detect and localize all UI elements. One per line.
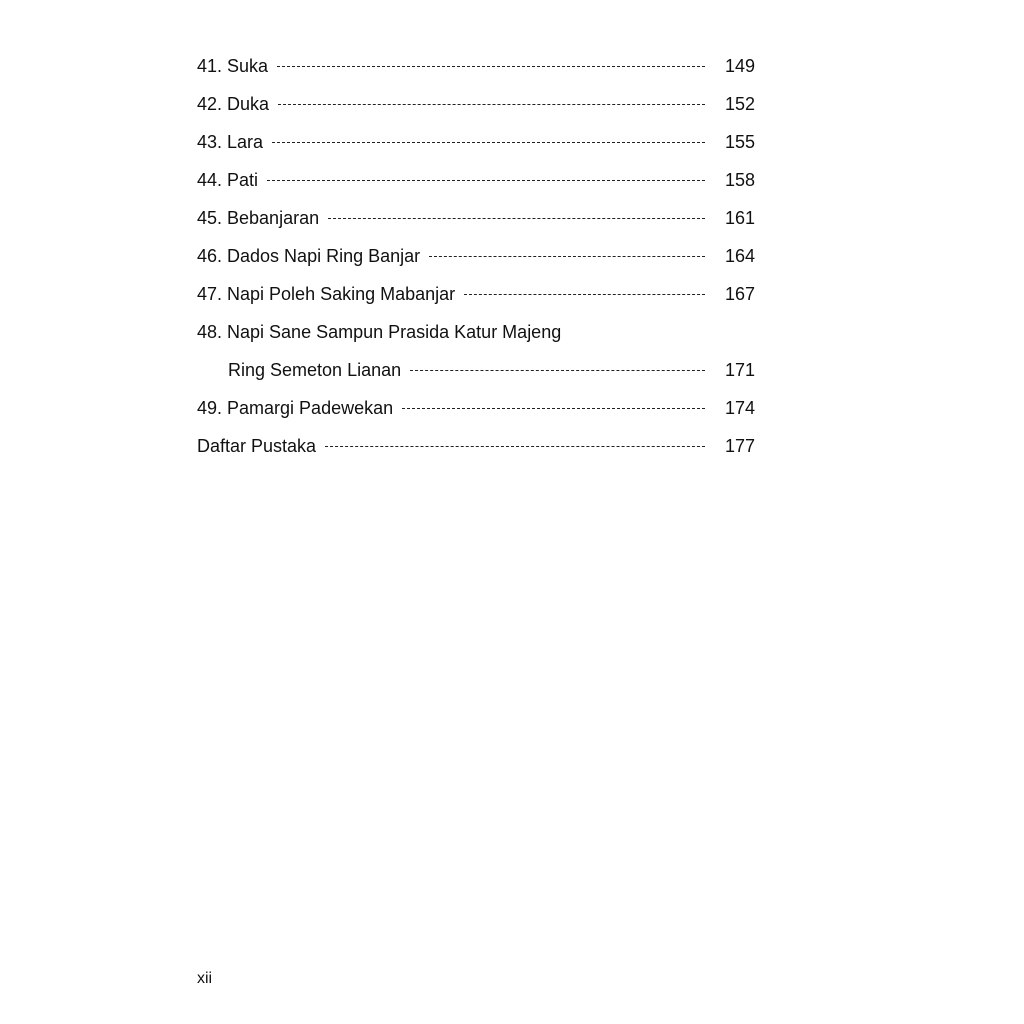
toc-entry-page: 171 xyxy=(724,360,755,380)
toc-dot-leader xyxy=(464,293,705,295)
toc-entry-page: 167 xyxy=(724,284,755,304)
toc-entry-title: 45. Bebanjaran xyxy=(197,208,320,228)
toc-dot-leader xyxy=(277,65,705,67)
toc-entry-41 xyxy=(197,47,755,85)
toc-entry-46 xyxy=(197,237,755,275)
toc-dot-leader xyxy=(267,179,705,181)
toc-dot-leader xyxy=(429,255,705,257)
table-of-contents xyxy=(197,47,755,465)
toc-entry-page: 174 xyxy=(724,398,755,418)
toc-entry-48-continued xyxy=(197,351,755,389)
footer-page-number: xii xyxy=(197,970,213,987)
toc-dot-leader xyxy=(410,369,705,371)
toc-entry-44 xyxy=(197,161,755,199)
toc-entry-45 xyxy=(197,199,755,237)
toc-entry-42 xyxy=(197,85,755,123)
toc-entry-title: 49. Pamargi Padewekan xyxy=(197,398,394,418)
toc-entry-daftar-pustaka xyxy=(197,427,755,465)
toc-entry-title: 46. Dados Napi Ring Banjar xyxy=(197,246,421,266)
toc-entry-page: 158 xyxy=(724,170,755,190)
toc-dot-leader xyxy=(325,445,705,447)
toc-dot-leader xyxy=(402,407,705,409)
toc-entry-title: 43. Lara xyxy=(197,132,264,152)
toc-entry-title: Daftar Pustaka xyxy=(197,436,317,456)
toc-entry-title: 48. Napi Sane Sampun Prasida Katur Majeng xyxy=(197,322,562,342)
toc-entry-title: 47. Napi Poleh Saking Mabanjar xyxy=(197,284,456,304)
toc-entry-page: 155 xyxy=(724,132,755,152)
toc-entry-title: 44. Pati xyxy=(197,170,259,190)
toc-entry-43 xyxy=(197,123,755,161)
toc-entry-47 xyxy=(197,275,755,313)
toc-entry-page: 164 xyxy=(724,246,755,266)
toc-entry-title: Ring Semeton Lianan xyxy=(228,360,402,380)
toc-entry-page: 149 xyxy=(724,56,755,76)
toc-entry-49 xyxy=(197,389,755,427)
toc-entry-page: 177 xyxy=(724,436,755,456)
toc-dot-leader xyxy=(272,141,705,143)
toc-dot-leader xyxy=(328,217,705,219)
toc-entry-title: 42. Duka xyxy=(197,94,270,114)
toc-dot-leader xyxy=(278,103,705,105)
toc-entry-48 xyxy=(197,313,755,351)
toc-entry-page: 152 xyxy=(724,94,755,114)
toc-entry-title: 41. Suka xyxy=(197,56,269,76)
toc-entry-page: 161 xyxy=(724,208,755,228)
